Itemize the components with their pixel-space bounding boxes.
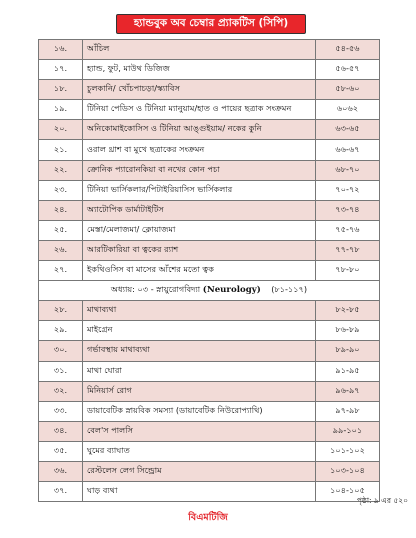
row-pages: ৭৭-৭৮: [316, 240, 380, 260]
toc-row[interactable]: [39, 321, 380, 341]
row-pages: ৯৬-৯৭: [316, 381, 380, 401]
toc-row[interactable]: [39, 401, 380, 421]
row-pages: ৬০৬২: [316, 100, 380, 120]
toc-row[interactable]: [39, 361, 380, 381]
row-title: বেল'স পালসি: [83, 421, 316, 441]
row-title: ক্রোনিক প্যারোনকিয়া বা নখের কোন পচা: [83, 160, 316, 180]
row-number: ৩০.: [39, 341, 83, 361]
row-pages: ৯১-৯৫: [316, 361, 380, 381]
row-number: ২৯.: [39, 321, 83, 341]
row-title: টিনিয়া পেডিস ও টিনিয়া ম্যানুয়াম/হাত ও পায়ের ছত্রাক সংক্রমন: [83, 100, 316, 120]
row-pages: ৬৩-৬৫: [316, 120, 380, 140]
toc-row[interactable]: [39, 60, 380, 80]
row-number: ১৯.: [39, 100, 83, 120]
row-pages: ৫৬-৫৭: [316, 60, 380, 80]
row-pages: ৯৯-১০১: [316, 421, 380, 441]
row-title: মিনিয়ার্স রোগ: [83, 381, 316, 401]
row-pages: ৭৮-৮০: [316, 261, 380, 281]
row-title: মেস্তা/মেলাজমা/ ক্লোয়াজমা: [83, 220, 316, 240]
chapter-heading-row[interactable]: [39, 281, 380, 301]
row-pages: ১০৪-১০৫: [316, 482, 380, 502]
row-number: ৩৫.: [39, 441, 83, 461]
row-title: ঘুমের ব্যাঘাত: [83, 441, 316, 461]
row-pages: ৬৬-৬৭: [316, 140, 380, 160]
row-number: ২৮.: [39, 301, 83, 321]
toc-row[interactable]: [39, 240, 380, 260]
toc-row[interactable]: [39, 160, 380, 180]
toc-row[interactable]: [39, 220, 380, 240]
row-number: ৩৭.: [39, 482, 83, 502]
row-pages: ৮২-৮৫: [316, 301, 380, 321]
row-title: গর্ভাবস্থায় মাথাব্যথা: [83, 341, 316, 361]
footer-brand: বিএমটিজি: [188, 512, 228, 523]
row-number: ২২.: [39, 160, 83, 180]
toc-row[interactable]: [39, 140, 380, 160]
toc-row[interactable]: [39, 180, 380, 200]
row-pages: ৯৭-৯৮: [316, 401, 380, 421]
row-title: ইকথিওসিস বা মাসের আঁশের মতো ত্বক: [83, 261, 316, 281]
row-number: ২৭.: [39, 261, 83, 281]
row-title: অ্যাটোপিক ডার্মাটাইটিস: [83, 200, 316, 220]
row-title: ঘাড় ব্যথা: [83, 482, 316, 502]
row-number: ১৮.: [39, 80, 83, 100]
row-pages: ১০১-১০২: [316, 441, 380, 461]
row-pages: ৮৯-৯০: [316, 341, 380, 361]
row-number: ২৩.: [39, 180, 83, 200]
toc-row[interactable]: [39, 301, 380, 321]
row-pages: ৮৬-৮৯: [316, 321, 380, 341]
page-count: পৃষ্ঠা: ৯ এর ৫২০: [356, 496, 408, 505]
row-pages: ১০৩-১০৪: [316, 461, 380, 481]
row-title: মাথাব্যথা: [83, 301, 316, 321]
row-title: ডায়াবেটিক স্নায়বিক সমস্যা (ডায়াবেটিক নিউরোপ্যাথি): [83, 401, 316, 421]
toc-row[interactable]: [39, 441, 380, 461]
toc-row[interactable]: [39, 341, 380, 361]
book-title: হ্যান্ডবুক অব চেম্বার প্র্যাকটিস (সিপি): [133, 16, 289, 29]
chapter-heading: [39, 281, 380, 301]
row-number: ৩৩.: [39, 401, 83, 421]
row-title: অনিকোমাইকোসিস ও টিনিয়া আঙ্গুইয়াম/ নকের কুনি: [83, 120, 316, 140]
row-number: ৩৬.: [39, 461, 83, 481]
toc-row[interactable]: [39, 461, 380, 481]
row-number: ২৪.: [39, 200, 83, 220]
row-title: আঁচিল: [83, 40, 316, 60]
row-title: আরটিকারিয়া বা ত্বকের র‌্যাশ: [83, 240, 316, 260]
chapter-pages: (৮১-১১৭): [271, 284, 308, 295]
toc-row[interactable]: [39, 200, 380, 220]
table-of-contents: [38, 39, 380, 502]
toc-body: [39, 40, 380, 502]
toc-row[interactable]: [39, 482, 380, 502]
row-number: ১৬.: [39, 40, 83, 60]
row-pages: ৫৪-৫৬: [316, 40, 380, 60]
row-title: মাথা ঘোরা: [83, 361, 316, 381]
row-number: ২৬.: [39, 240, 83, 260]
toc-row[interactable]: [39, 40, 380, 60]
row-number: ২৫.: [39, 220, 83, 240]
row-number: ১৭.: [39, 60, 83, 80]
row-number: ২১.: [39, 140, 83, 160]
row-number: ৩১.: [39, 361, 83, 381]
toc-row[interactable]: [39, 100, 380, 120]
toc-row[interactable]: [39, 381, 380, 401]
toc-row[interactable]: [39, 80, 380, 100]
row-number: ২০.: [39, 120, 83, 140]
toc-row[interactable]: [39, 120, 380, 140]
row-title: মাইগ্রেন: [83, 321, 316, 341]
row-pages: ৭৫-৭৬: [316, 220, 380, 240]
row-pages: ৭০-৭২: [316, 180, 380, 200]
row-title: রেস্টলেস লেগ সিন্ড্রোম: [83, 461, 316, 481]
row-number: ৩৪.: [39, 421, 83, 441]
row-title: ওরাল থ্রাশ বা মুখে ছত্রাকের সংক্রমন: [83, 140, 316, 160]
toc-row[interactable]: [39, 261, 380, 281]
row-title: টিনিয়া ভার্সিকলার/পিটাইরিয়াসিস ভার্সিকলার: [83, 180, 316, 200]
row-pages: ৫৮-৬০: [316, 80, 380, 100]
toc-row[interactable]: [39, 421, 380, 441]
row-title: চুলকানি/ খোঁচপাচড়া/স্ক্যাবিস: [83, 80, 316, 100]
row-pages: ৬৮-৭০: [316, 160, 380, 180]
chapter-label: অধ্যায়: ০৩ - স্নায়ুরোগবিদ্যা: [110, 284, 201, 295]
chapter-english-name: (Neurology): [202, 285, 261, 296]
row-title: হ্যান্ড, ফুট, মাউথ ডিজিজ: [83, 60, 316, 80]
book-title-banner: [116, 14, 306, 34]
row-number: ৩২.: [39, 381, 83, 401]
row-pages: ৭৩-৭৪: [316, 200, 380, 220]
